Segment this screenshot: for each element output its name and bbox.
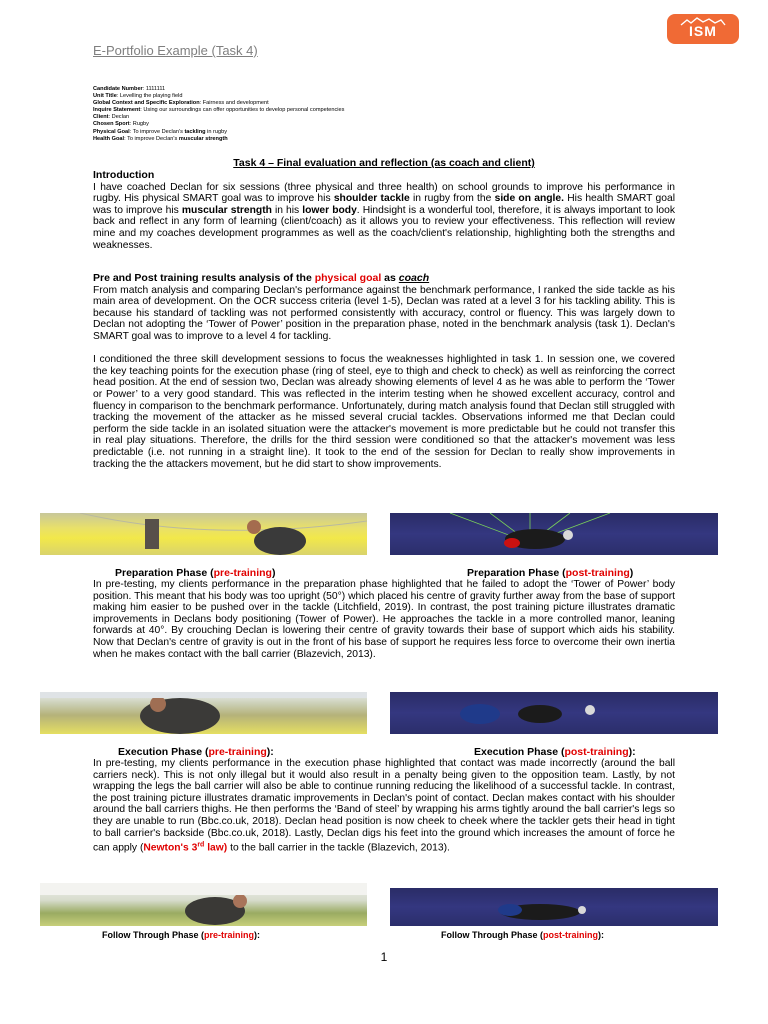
exec-paragraph: In pre-testing, my clients performance in the execution phase highlighted that contact was made incorrectly (around the ball carriers neck). This is not only illegal but it would also result in a penalty being given to the opposition team. Lastly, by not wrapping the legs the ball carrier will also be able to continue running reducing the likelihood of a successful tackle. In contrast, the post training picture illustrates dramatic improvements in Declan's point of contact. Declan makes contact with his shoulder around the ball carriers thighs. He then performs the ‘Band of steel’ by wrapping his arms tightly around the ball carrier's legs so they are unable to run (Bbc.co.uk, 2018). Declan head position is now cheek to cheek where the tackler gets their head in tight to ball carrier's backside (Bbc.co.uk, 2018). Lastly, Declan digs his feet into the ground which increases the amount of force he can apply (Newton's 3rd law) to the ball carrier in the tackle (Blazevich, 2013). [93,758,675,854]
follow-post-training-photo [390,888,718,926]
exec-post-figure [390,692,718,734]
meta-row: Inquire Statement: Using our surroundings can offer opportunities to develop personal competencies [93,107,345,114]
analysis-section [93,273,675,470]
introduction-section [93,170,675,251]
prep-post-training-photo [390,513,718,555]
intro-paragraph: I have coached Declan for six sessions (three physical and three health) on school grounds to improve his performance in rugby. His physical SMART goal was to improve his shoulder tackle in rugby from the side on angle. His health SMART goal was to improve his muscular strength in his lower body. Hindsight is a wonderful tool, therefore, it is always important to look back and reflect in any form of learning (client/coach) as it allows you to review your effectiveness. This reflection will review mine and my coaches development programmes as well as the coach/client's relationship, highlighting both the strengths and weaknesses. [93,181,675,251]
mountain-icon [667,16,739,26]
task-heading: Task 4 – Final evaluation and reflection (as coach and client) [233,157,535,169]
exec-pre-training-photo [40,692,367,734]
analysis-paragraph-1: From match analysis and comparing Declan's performance against the benchmark performance, I ranked the side tackle as his main area of development. On the OCR success criteria (level 1-5), Declan was rated at a level 3 for his tackling ability. This is because his standard of tackling was not performed consistently with accuracy, control or fluency. This was largely down to Declan not adopting the ‘Tower of Power’ position in the preparation phase, noted in the benchmark analysis (task 1). Declan's SMART goal was to improve to a level 4 for tackling. [93,284,675,342]
meta-row: Global Context and Specific Exploration: Fairness and development [93,100,269,107]
meta-row: Candidate Number: 1111111 [93,86,166,92]
follow-post-caption: Follow Through Phase (post-training): [441,930,604,940]
meta-row: Client: Declan [93,114,130,121]
post-training-figure [390,513,718,555]
execution-section [93,758,675,854]
page-title: E-Portfolio Example (Task 4) [93,43,258,58]
meta-row: Unit Title: Levelling the playing field [93,93,183,100]
exec-post-training-photo [390,692,718,734]
follow-pre-training-photo [40,883,367,926]
exec-post-caption: Execution Phase (post-training): [474,746,636,758]
prep-pre-caption: Preparation Phase (pre-training) [115,567,276,579]
prep-post-caption: Preparation Phase (post-training) [467,567,634,579]
logo-text: ISM [689,23,717,39]
preparation-section [93,579,675,660]
meta-row: Health Goal: To improve Declan's muscular strength [93,135,228,142]
meta-row: Chosen Sport: Rugby [93,121,149,128]
intro-heading: Introduction [93,169,155,181]
analysis-paragraph-2: I conditioned the three skill development sessions to focus the weaknesses highlighted in task 1. In session one, we covered the key teaching points for the execution phase (ring of steel, eye to thigh and check to check) as well as reinforcing the correct head position. At the end of session two, Declan was already showing elements of level 4 as he was able to perform the ‘Tower or Power’ to a very good standard. This was reflected in the interim testing when he showed excellent accuracy, control and fluency in comparison to the benchmark performance. Unfortunately, during match analysis found that Declan still struggled with tracking the movement of the attacker as he missed several crucial tackles. Observations informed me that Declan could perform the side tackle in an isolated situation were the attacker's movement is more predictable but he could not transfer this in real play situations. Therefore, the drills for the third session were conditioned so that the attacker's movement was less predictable (i.e. not running in a straight line). It took to the end of the session for Declan to really show improvements in tracking the the attackers movement, but he did start to show improvements. [93,354,675,470]
ism-logo [667,14,739,44]
prep-paragraph: In pre-testing, my clients performance in the preparation phase highlighted that he failed to adopt the ‘Tower of Power’ body position. This meant that his body was too upright (50°) which placed his centre of gravity further away from the base of support making him easier to be pushed over in the tackle (Litchfield, 2019). In contrast, the post training picture illustrates dramatic improvements in Declans body positioning (Tower of Power). He approaches the tackle in a more controlled manor, leaning forwards at 40°. By crouching Declan is lowering their centre of gravity towards their base of support which aids his stability. Now that Declan's centre of gravity is out in the front of his base of support he requires less force to overcome their own inertia when he makes contact with the ball carrier (Blazevich, 2013). [93,579,675,660]
pre-training-figure [40,513,367,555]
exec-pre-figure [40,692,367,734]
exec-pre-caption: Execution Phase (pre-training): [118,746,274,758]
meta-row: Physical Goal: To improve Declan's tackling in rugby [93,128,228,135]
candidate-info [93,86,344,143]
follow-pre-figure [40,883,367,926]
analysis-heading: Pre and Post training results analysis of the physical goal as coach [93,272,430,284]
follow-post-figure [390,888,718,926]
follow-pre-caption: Follow Through Phase (pre-training): [102,930,261,940]
prep-pre-training-photo [40,513,367,555]
page-number: 1 [380,950,388,964]
